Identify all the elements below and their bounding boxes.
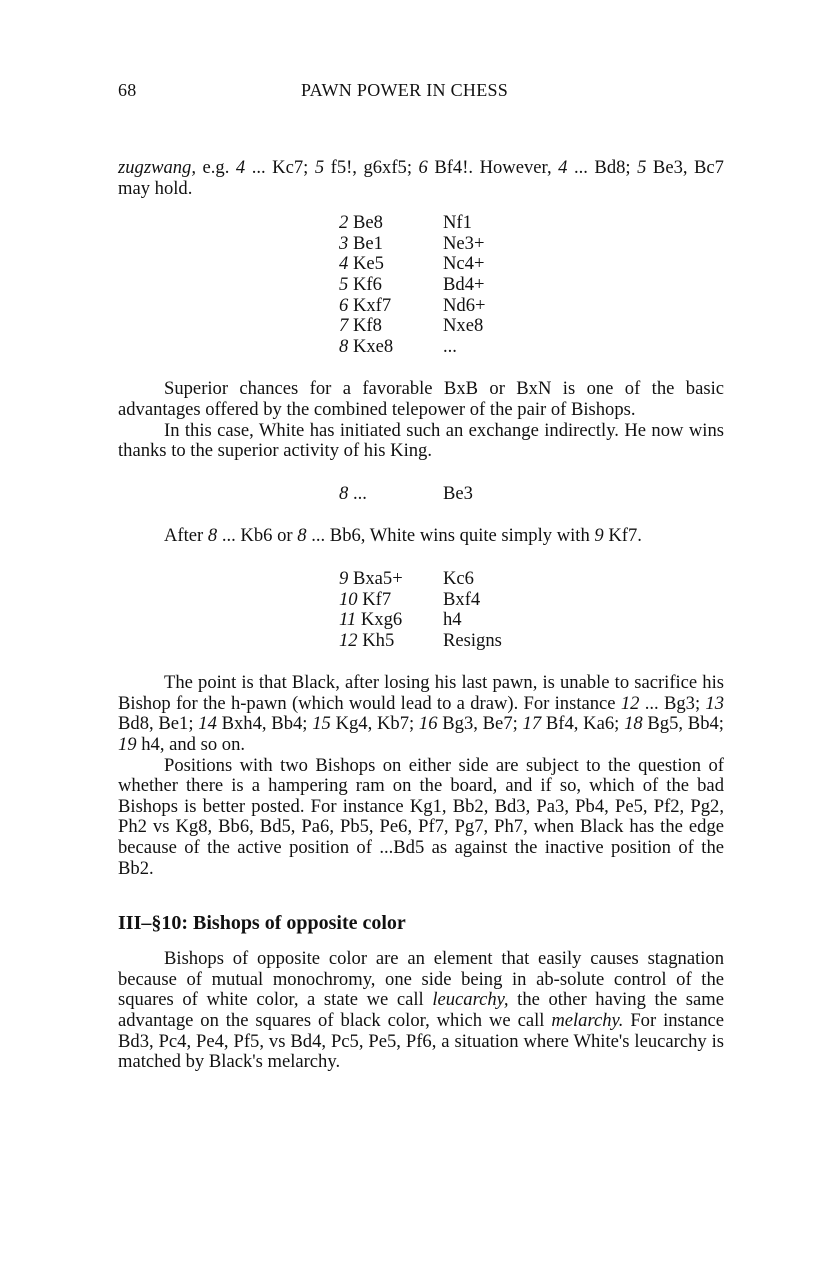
text-run: e.g.: [196, 157, 236, 178]
text-run: Kf7.: [603, 525, 642, 547]
text-run: After: [164, 525, 208, 547]
white-move: [339, 610, 443, 631]
black-move: Bd4+: [443, 273, 485, 295]
move-number: 5: [339, 273, 349, 295]
paragraph-opposite-color: [118, 949, 724, 1073]
italic-text: 12: [620, 692, 640, 714]
move-number: 8: [339, 335, 349, 357]
italic-text: 17: [522, 713, 542, 735]
black-move: Ne3+: [443, 232, 485, 254]
italic-text: 13: [705, 692, 724, 714]
text-run: ... Kc7;: [245, 157, 315, 178]
white-move-text: Kh5: [357, 629, 395, 651]
white-move-text: ...: [348, 482, 367, 504]
black-move: Kc6: [443, 567, 474, 589]
italic-text: 9: [594, 525, 604, 547]
italic-text: melarchy.: [551, 1010, 624, 1031]
white-move-text: Kxf7: [348, 294, 392, 316]
text-run: Bd8, Be1;: [118, 713, 199, 735]
text-run: For instance Bd3, Pc4, Pe4, Pf5, vs Bd4, Pc5, Pe5, Pf6, a situation where White's leucarchy is matched by Black's melarchy.: [118, 1010, 724, 1073]
paragraph-zugzwang: [118, 158, 724, 199]
move-row: [339, 590, 502, 611]
text-run: Bishops of opposite color are an element that easily causes stagnation because of mutual monochromy, one side being in ab-solute control of the squares of white color, a state we call: [118, 948, 724, 1011]
white-move: [339, 275, 443, 296]
move-list-2: [339, 484, 473, 505]
move-number: 8: [339, 482, 349, 504]
move-row: [339, 316, 486, 337]
black-move: Nf1: [443, 212, 472, 234]
black-move: Nc4+: [443, 253, 485, 275]
move-row: [339, 275, 486, 296]
move-number: 3: [339, 232, 349, 254]
black-move: Nxe8: [443, 315, 484, 337]
italic-text: 19: [118, 734, 137, 756]
italic-text: 6: [418, 157, 428, 178]
paragraph-two-bishops: Positions with two Bishops on either side are subject to the question of whether there is a hampering ram on the board, and if so, which of the bad Bishops is better posted. For instance Kg1, Bb2, Bd3, Pa3, Pb4, Pe5, Pf2, Pg2, Ph2 vs Kg8, Bb6, Bd5, Pa6, Pb5, Pe6, Pf7, Pg7, Ph7, when Black has the edge because of the active position of ...Bd5 as against the inactive position of the Bb2.: [118, 754, 724, 879]
black-move: ...: [443, 335, 457, 357]
text-run: Be3, Bc7 may hold.: [118, 157, 724, 199]
white-move-text: Kf6: [348, 273, 382, 295]
italic-text: 5: [637, 157, 647, 178]
move-list-1: [339, 213, 486, 357]
text-run: Bf4, Ka6;: [541, 713, 625, 735]
move-row: [339, 484, 473, 505]
text-run: Kg4, Kb7;: [330, 713, 419, 735]
italic-text: 4: [558, 157, 568, 178]
paragraph-exchange-indirectly: In this case, White has initiated such an exchange indirectly. He now wins thanks to the superior activity of his King.: [118, 419, 724, 462]
black-move: Be3: [443, 482, 473, 504]
white-move: [339, 590, 443, 611]
white-move: [339, 337, 443, 358]
running-title: PAWN POWER IN CHESS: [301, 80, 509, 100]
white-move: [339, 631, 443, 652]
text-run: f5!, g6xf5;: [324, 157, 419, 178]
white-move-text: Bxa5+: [348, 567, 403, 589]
text-run: Bg3, Be7;: [437, 713, 523, 735]
italic-text: 16: [418, 713, 438, 735]
move-number: 10: [339, 588, 358, 610]
italic-text: 5: [314, 157, 325, 178]
italic-text: 18: [624, 713, 643, 735]
text-run: the other having the same advantage on the squares of black color, which we call: [118, 989, 724, 1031]
italic-text: 4: [235, 157, 246, 178]
page-number: 68: [118, 80, 137, 100]
move-number: 2: [339, 212, 349, 234]
white-move-text: Kf8: [348, 315, 382, 337]
white-move-text: Kxe8: [348, 335, 394, 357]
move-number: 9: [339, 567, 349, 589]
text-run: ... Bb6, White wins quite simply with: [306, 525, 595, 547]
text-run: ... Kb6 or: [217, 525, 298, 547]
italic-text: 8: [207, 525, 218, 547]
text-run: ... Bd8;: [567, 157, 638, 178]
white-move: [339, 316, 443, 337]
white-move: [339, 213, 443, 234]
white-move-text: Kf7: [357, 588, 392, 610]
paragraph-superior-chances: Superior chances for a favorable BxB or BxN is one of the basic advantages offered by the combined telepower of the pair of Bishops.: [118, 378, 724, 420]
text-run: Bxh4, Bb4;: [216, 713, 313, 735]
text-run: The point is that Black, after losing his last pawn, is unable to sacrifice his Bishop for the h-pawn (which would lead to a draw). For instance: [118, 672, 724, 714]
move-number: 6: [339, 294, 349, 316]
italic-text: leucarchy,: [432, 989, 509, 1011]
move-row: [339, 569, 502, 590]
text-run: h4, and so on.: [136, 734, 246, 756]
text-run: ... Bg3;: [639, 692, 706, 714]
text-run: Bg5, Bb4;: [642, 713, 724, 735]
move-number: 4: [339, 253, 349, 275]
move-row: [339, 296, 486, 317]
section-heading: III–§10: Bishops of opposite color: [118, 912, 406, 935]
white-move-text: Ke5: [348, 253, 384, 275]
white-move: [339, 234, 443, 255]
move-number: 12: [339, 629, 358, 651]
white-move: [339, 296, 443, 317]
move-row: [339, 337, 486, 358]
move-row: [339, 254, 486, 275]
paragraph-the-point: [118, 673, 724, 755]
italic-text: zugzwang,: [118, 157, 197, 178]
black-move: Nd6+: [443, 294, 486, 316]
move-row: [339, 234, 486, 255]
white-move: [339, 254, 443, 275]
white-move-text: Be1: [348, 232, 383, 254]
move-row: [339, 213, 486, 234]
white-move: [339, 569, 443, 590]
white-move: [339, 484, 443, 505]
white-move-text: Kxg6: [356, 609, 403, 631]
black-move: Resigns: [443, 629, 502, 651]
italic-text: 8: [297, 525, 307, 547]
page-body: [118, 158, 724, 1073]
move-row: [339, 610, 502, 631]
white-move-text: Be8: [348, 212, 383, 234]
paragraph-after-8: [118, 526, 724, 547]
move-row: [339, 631, 502, 652]
text-run: Bf4!. However,: [427, 157, 559, 178]
black-move: Bxf4: [443, 588, 481, 610]
move-number: 11: [339, 609, 357, 631]
move-list-3: [339, 569, 502, 651]
italic-text: 15: [312, 713, 331, 735]
italic-text: 14: [198, 713, 217, 735]
black-move: h4: [443, 609, 462, 631]
move-number: 7: [339, 315, 349, 337]
